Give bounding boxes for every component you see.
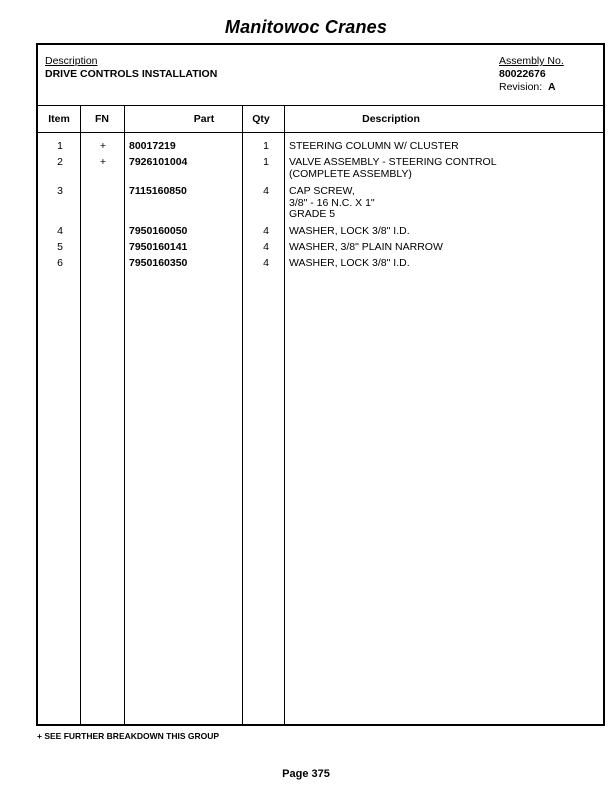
part-number: 7115160850	[129, 185, 187, 197]
description-line: STEERING COLUMN W/ CLUSTER	[289, 140, 459, 152]
part-description	[289, 186, 599, 221]
footnote: + SEE FURTHER BREAKDOWN THIS GROUP	[37, 731, 220, 741]
revision-value: A	[548, 81, 556, 93]
page-number: Page 375	[282, 768, 330, 780]
column-header-item: Item	[48, 113, 70, 125]
quantity: 4	[263, 241, 269, 253]
description-line: VALVE ASSEMBLY - STEERING CONTROL	[289, 156, 497, 168]
page-title: Manitowoc Cranes	[224, 17, 388, 37]
column-divider	[242, 105, 243, 724]
item-number: 5	[57, 241, 63, 253]
description-line: WASHER, LOCK 3/8" I.D.	[289, 225, 410, 237]
quantity: 1	[263, 140, 269, 152]
item-number: 6	[57, 257, 63, 269]
item-number: 1	[57, 140, 63, 152]
column-divider	[124, 105, 125, 724]
fn-marker: +	[99, 156, 107, 168]
column-header-fn: FN	[95, 113, 109, 125]
part-number: 7950160141	[129, 241, 188, 253]
revision-label: Revision:	[499, 81, 543, 93]
part-number: 7926101004	[129, 156, 188, 168]
part-description	[289, 242, 599, 254]
part-description	[289, 226, 599, 238]
column-divider	[80, 105, 81, 724]
assembly-header	[38, 45, 603, 106]
quantity: 4	[263, 185, 269, 197]
description-line: (COMPLETE ASSEMBLY)	[289, 167, 412, 180]
column-divider	[284, 105, 285, 724]
part-description	[289, 157, 599, 180]
assembly-block	[499, 55, 564, 94]
description-label: Description	[45, 55, 98, 67]
description-block	[45, 55, 217, 81]
part-description	[289, 258, 599, 270]
part-number: 80017219	[129, 140, 176, 152]
column-header-qty: Qty	[252, 113, 270, 125]
description-line: CAP SCREW,	[289, 185, 355, 197]
column-header-description: Description	[362, 113, 420, 125]
fn-marker: +	[99, 140, 107, 152]
part-number: 7950160350	[129, 257, 188, 269]
description-line: WASHER, LOCK 3/8" I.D.	[289, 257, 410, 269]
description-line: GRADE 5	[289, 208, 336, 220]
column-header-part: Part	[193, 113, 215, 125]
quantity: 4	[263, 257, 269, 269]
part-number: 7950160050	[129, 225, 188, 237]
assembly-label: Assembly No.	[499, 55, 564, 67]
part-description	[289, 141, 599, 153]
quantity: 1	[263, 156, 269, 168]
description-line: WASHER, 3/8" PLAIN NARROW	[289, 241, 443, 253]
quantity: 4	[263, 225, 269, 237]
assembly-number: 80022676	[499, 68, 546, 80]
item-number: 4	[57, 225, 63, 237]
column-header-row	[38, 105, 603, 133]
item-number: 2	[57, 156, 63, 168]
parts-list-frame	[36, 43, 605, 726]
revision-line	[499, 81, 564, 94]
description-line: 3/8" - 16 N.C. X 1"	[289, 196, 375, 209]
item-number: 3	[57, 185, 63, 197]
description-value: DRIVE CONTROLS INSTALLATION	[45, 68, 218, 80]
